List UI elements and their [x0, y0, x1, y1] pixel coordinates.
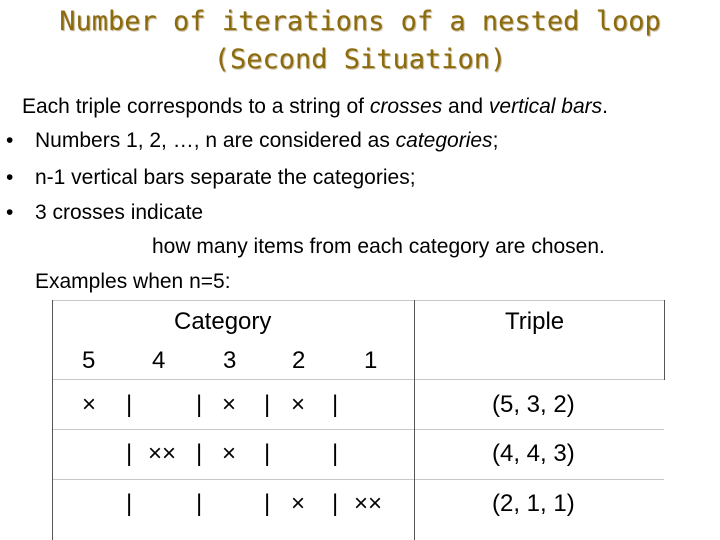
table-row-divider [52, 379, 664, 380]
bullet-item-categories: Numbers 1, 2, …, n are considered as categories; [35, 129, 499, 152]
bar-mark: | [264, 490, 271, 517]
bullet-item-bars: n-1 vertical bars separate the categories; [35, 166, 416, 189]
bar-mark: | [264, 391, 271, 418]
category-number-2: 2 [292, 347, 306, 374]
category-number-3: 3 [223, 347, 237, 374]
table-row-divider [52, 479, 664, 480]
bar-mark: | [332, 440, 339, 467]
bullet-marker: • [6, 166, 14, 189]
category-header: Category [174, 308, 272, 335]
bar-mark: | [196, 490, 203, 517]
category-number-4: 4 [152, 347, 166, 374]
triple-value: (2, 1, 1) [492, 490, 575, 517]
bar-mark: | [196, 391, 203, 418]
continuation-text: how many items from each category are chosen. [152, 235, 605, 258]
bar-mark: | [126, 490, 133, 517]
triple-value: (5, 3, 2) [492, 391, 575, 418]
bullet-marker: • [6, 201, 14, 224]
double-cross-mark: ×× [354, 490, 383, 517]
page-subtitle: (Second Situation) [213, 44, 507, 75]
bar-mark: | [264, 440, 271, 467]
bar-mark: | [196, 440, 203, 467]
table-top-border [52, 300, 664, 301]
triple-header: Triple [505, 308, 565, 335]
bar-mark: | [332, 391, 339, 418]
bullet-item-crosses: 3 crosses indicate [35, 201, 204, 224]
table-left-border [52, 300, 53, 540]
page-title: Number of iterations of a nested loop [59, 6, 661, 37]
examples-label: Examples when n=5: [35, 270, 231, 293]
table-row-divider [52, 429, 664, 430]
bar-mark: | [332, 490, 339, 517]
bar-mark: | [126, 391, 133, 418]
table-right-border [664, 300, 665, 380]
intro-text: Each triple corresponds to a string of crosses and vertical bars. [22, 95, 608, 118]
cross-mark: × [291, 490, 306, 517]
bar-mark: | [126, 440, 133, 467]
double-cross-mark: ×× [148, 440, 177, 467]
category-number-1: 1 [364, 347, 378, 374]
cross-mark: × [291, 391, 306, 418]
triple-value: (4, 4, 3) [492, 440, 575, 467]
table-column-divider [414, 300, 415, 540]
cross-mark: × [82, 391, 97, 418]
bullet-marker: • [6, 129, 14, 152]
cross-mark: × [222, 391, 237, 418]
category-number-5: 5 [82, 347, 96, 374]
cross-mark: × [222, 440, 237, 467]
